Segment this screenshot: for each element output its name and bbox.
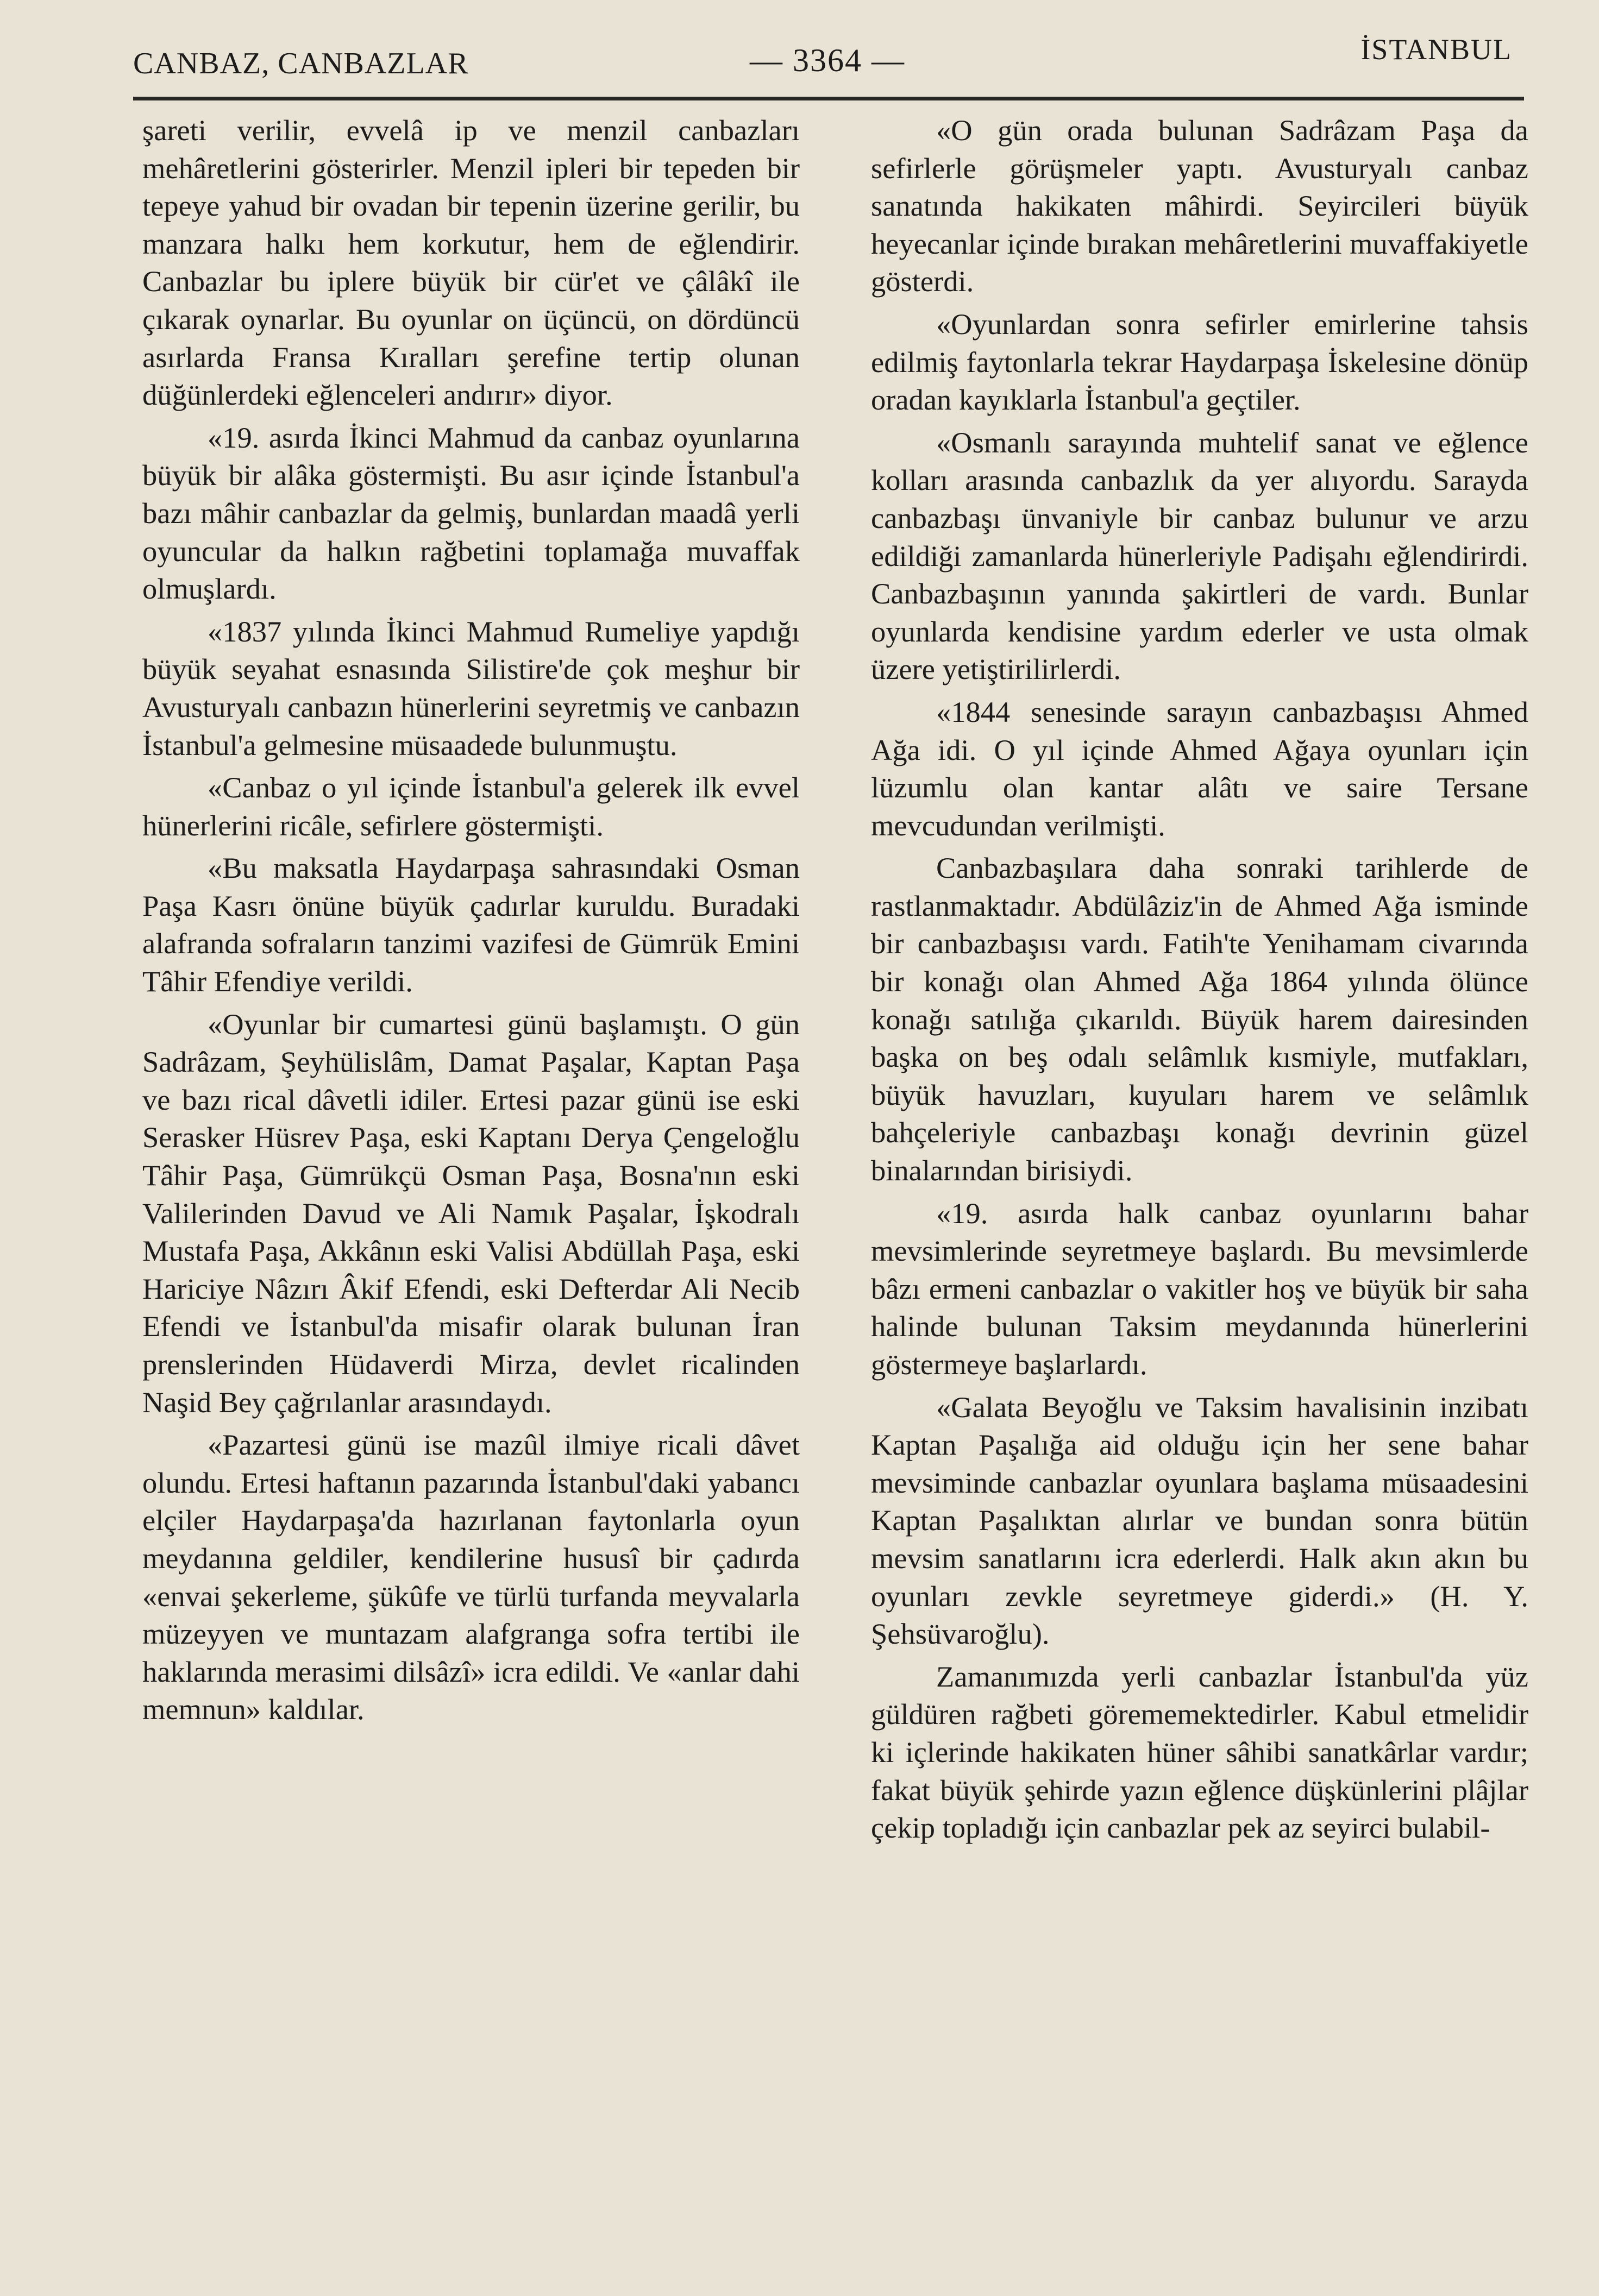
header-encyclopedia-title: İSTANBUL	[1360, 33, 1512, 66]
paragraph: şareti verilir, evvelâ ip ve menzil canbazları mehâretlerini gösterirler. Menzil ipleri bir tepeden bir tepeye yahud bir ovadan bir tepenin üzerine gerilir, bu manzara halkı hem korkutur, hem de eğlendirir. Canbazlar bu iplere büyük bir cür'et ve çâlâkî ile çıkarak oynarlar. Bu oyunlar on üçüncü, on dördüncü asırlarda Fransa Kıralları şerefine tertip olunan düğünlerdeki eğlenceleri andırır» diyor.	[142, 114, 800, 412]
paragraph: «Oyunlar bir cumartesi günü başlamıştı. O gün Sadrâzam, Şeyhülislâm, Damat Paşalar, Kaptan Paşa ve bazı rical dâvetli idiler. Ertesi pazar günü ise eski Serasker Hüsrev Paşa, eski Kaptanı Derya Çengeloğlu Tâhir Paşa, Gümrükçü Osman Paşa, Bosna'nın eski Valilerinden Davud ve Ali Namık Paşalar, İşkodralı Mustafa Paşa, Akkânın eski Valisi Abdüllah Paşa, eski Hariciye Nâzırı Âkif Efendi, eski Defterdar Ali Necib Efendi ve İstanbul'da misafir olarak bulunan İran prenslerinden Hüdaverdi Mirza, devlet ricalinden Naşid Bey çağrılanlar arasındaydı.	[142, 1007, 800, 1419]
paragraph: «O gün orada bulunan Sadrâzam Paşa da sefirlerle görüşmeler yaptı. Avusturyalı canbaz sanatında hakikaten mâhirdi. Seyircileri büyük heyecanlar içinde bırakan mehâretlerini muvaffakiyetle gösterdi.	[871, 114, 1528, 298]
paragraph: «Galata Beyoğlu ve Taksim havalisinin inzibatı Kaptan Paşalığa aid olduğu için her sene bahar mevsiminde canbazlar oyunlara başlama müsaadesini Kaptan Paşalıktan alırlar ve bundan sonra bütün mevsim sanatlarını icra ederlerdi. Halk akın akın bu oyunları zevkle seyretmeye giderdi.» (H. Y. Şehsüvaroğlu).	[871, 1390, 1528, 1651]
paragraph: «Bu maksatla Haydarpaşa sahrasındaki Osman Paşa Kasrı önüne büyük çadırlar kuruldu. Buradaki alafranda sofraların tanzimi vazifesi de Gümrük Emini Tâhir Efendiye verildi.	[142, 851, 800, 998]
paragraph: «19. asırda halk canbaz oyunlarını bahar mevsimlerinde seyretmeye başlardı. Bu mevsimlerde bâzı ermeni canbazlar o vakitler hoş ve büyük bir saha halinde bulunan Taksim meydanında hünerlerini göstermeye başlarlardı.	[871, 1196, 1528, 1381]
paragraph: «1837 yılında İkinci Mahmud Rumeliye yapdığı büyük seyahat esnasında Silistire'de çok meşhur bir Avusturyalı canbazın hünerlerini seyretmiş ve canbazın İstanbul'a gelmesine müsaadede bulunmuştu.	[142, 614, 800, 762]
paragraph: «1844 senesinde sarayın canbazbaşısı Ahmed Ağa idi. O yıl içinde Ahmed Ağaya oyunları için lüzumlu olan kantar alâtı ve saire Tersane mevcudundan verilmişti.	[871, 695, 1528, 842]
paragraph: «Osmanlı sarayında muhtelif sanat ve eğlence kolları arasında canbazlık da yer alıyordu. Sarayda canbazbaşı ünvaniyle bir canbaz bulunur ve arzu edildiği zamanlarda hünerleriyle Padişahı eğlendirirdi. Canbazbaşının yanında şakirtleri de vardı. Bunlar oyunlarda kendisine yardım ederler ve usta olmak üzere yetiştirilirlerdi.	[871, 425, 1528, 686]
running-header	[133, 30, 1523, 90]
right-column	[871, 111, 1528, 1852]
header-entry-title: CANBAZ, CANBAZLAR	[133, 47, 469, 80]
left-column	[142, 111, 800, 1733]
header-rule	[133, 97, 1524, 100]
page-number: — 3364 —	[750, 42, 905, 78]
paragraph: «19. asırda İkinci Mahmud da canbaz oyunlarına büyük bir alâka göstermişti. Bu asır içinde İstanbul'a bazı mâhir canbazlar da gelmiş, bunlardan maadâ yerli oyuncular da halkın rağbetini toplamağa muvaffak olmuşlardı.	[142, 420, 800, 606]
paragraph: «Pazartesi günü ise mazûl ilmiye ricali dâvet olundu. Ertesi haftanın pazarında İstanbul'daki yabancı elçiler Haydarpaşa'da hazırlanan faytonlarla oyun meydanına geldiler, kendilerine hususî bir çadırda «envai şekerleme, şükûfe ve türlü turfanda meyvalarla müzeyyen ve muntazam alafgranga sofra tertibi ile haklarında merasimi dilsâzî» icra edildi. Ve «anlar dahi memnun» kaldılar.	[142, 1428, 800, 1726]
paragraph: Zamanımızda yerli canbazlar İstanbul'da yüz güldüren rağbeti görememektedirler. Kabul etmelidir ki içlerinde hakikaten hüner sâhibi sanatkârlar vardır; fakat büyük şehirde yazın eğlence düşkünlerini plâjlar çekip topladığı için canbazlar pek az seyirci bulabil-	[871, 1659, 1528, 1845]
paragraph: Canbazbaşılara daha sonraki tarihlerde de rastlanmaktadır. Abdülâziz'in de Ahmed Ağa isminde bir canbazbaşısı vardı. Fatih'te Yenihamam civarında bir konağı olan Ahmed Ağa 1864 yılında ölünce konağı satılığa çıkarıldı. Büyük harem dairesinden başka on beş odalı selâmlık kısmiyle, mutfakları, büyük havuzları, kuyuları harem ve selâmlık bahçeleriyle canbazbaşı konağı devrinin güzel binalarından birisiydi.	[871, 851, 1528, 1187]
paragraph: «Canbaz o yıl içinde İstanbul'a gelerek ilk evvel hünerlerini ricâle, sefirlere göstermişti.	[142, 771, 800, 842]
paragraph: «Oyunlardan sonra sefirler emirlerine tahsis edilmiş faytonlarla tekrar Haydarpaşa İskelesine dönüp oradan kayıklarla İstanbul'a geçtiler.	[871, 307, 1528, 417]
